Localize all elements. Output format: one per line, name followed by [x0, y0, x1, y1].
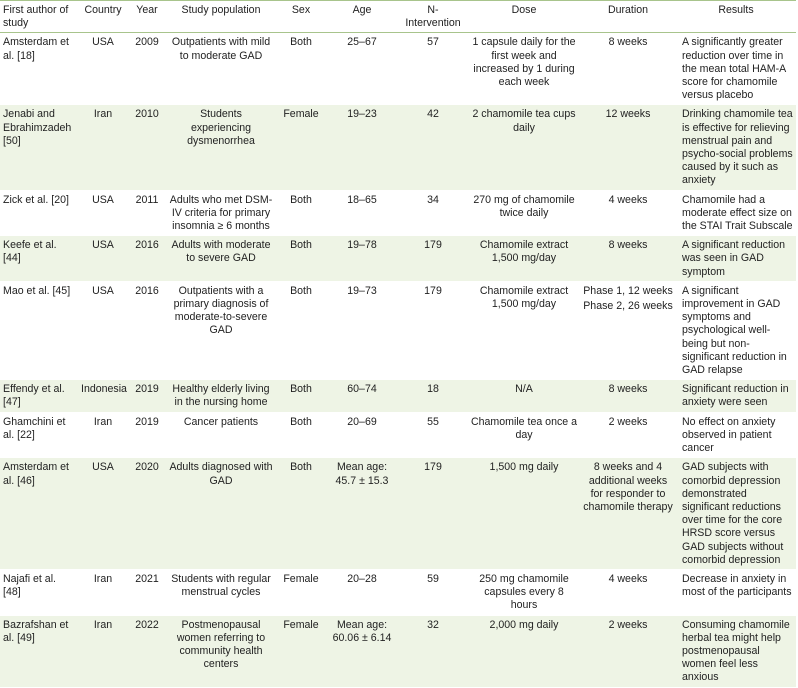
cell-results: A significantly greater reduction over time in the mean total HAM-A score for chamomile versus placebo [676, 33, 796, 105]
cell-sex: Both [276, 380, 326, 412]
cell-age: 60–74 [326, 380, 398, 412]
cell-duration [580, 281, 676, 379]
cell-dose: Chamomile tea once a day [468, 412, 580, 458]
cell-year: 2020 [128, 458, 166, 570]
duration-part: 8 weeks [608, 239, 648, 252]
header-year: Year [128, 1, 166, 33]
cell-dose: 1,500 mg daily [468, 458, 580, 570]
duration-part: 2 weeks [608, 618, 648, 631]
cell-country: USA [78, 190, 128, 236]
header-dose: Dose [468, 1, 580, 33]
cell-n: 55 [398, 412, 468, 458]
duration-part: 8 weeks and 4 additional weeks for responder to chamomile therapy [583, 461, 673, 513]
table-row [0, 33, 796, 105]
cell-population: Healthy elderly living in the nursing home [166, 380, 276, 412]
duration-part: Phase 2, 26 weeks [583, 300, 673, 313]
cell-country: Iran [78, 105, 128, 190]
cell-duration [580, 380, 676, 412]
cell-sex: Both [276, 281, 326, 379]
cell-age: 18–65 [326, 190, 398, 236]
duration-part: Phase 1, 12 weeks [583, 284, 673, 297]
cell-population: Students experiencing dysmenorrhea [166, 105, 276, 190]
cell-dose: 1 capsule daily for the first week and increased by 1 during each week [468, 33, 580, 105]
table-row [0, 190, 796, 236]
table-row [0, 236, 796, 282]
table-row [0, 380, 796, 412]
cell-country: USA [78, 458, 128, 570]
cell-country: Iran [78, 412, 128, 458]
cell-sex: Female [276, 615, 326, 687]
cell-population: Adults diagnosed with GAD [166, 458, 276, 570]
header-n: N-Intervention [398, 1, 468, 33]
header-duration: Duration [580, 1, 676, 33]
cell-age: 19–23 [326, 105, 398, 190]
cell-age: 19–73 [326, 281, 398, 379]
cell-n: 179 [398, 458, 468, 570]
cell-dose: 2,000 mg daily [468, 615, 580, 687]
cell-population: Adults with moderate to severe GAD [166, 236, 276, 282]
header-sex: Sex [276, 1, 326, 33]
cell-year: 2016 [128, 236, 166, 282]
cell-author: Najafi et al. [48] [0, 569, 78, 615]
cell-age: 20–69 [326, 412, 398, 458]
cell-results: Drinking chamomile tea is effective for relieving menstrual pain and psycho-social problems caused by it such as anxiety [676, 105, 796, 190]
cell-author: Ghamchini et al. [22] [0, 412, 78, 458]
cell-population: Postmenopausal women referring to community health centers [166, 615, 276, 687]
cell-duration [580, 190, 676, 236]
duration-part: 8 weeks [608, 36, 648, 49]
cell-dose: Chamomile extract 1,500 mg/day [468, 236, 580, 282]
cell-n: 42 [398, 105, 468, 190]
header-results: Results [676, 1, 796, 33]
cell-duration [580, 615, 676, 687]
cell-duration [580, 458, 676, 570]
cell-country: Iran [78, 615, 128, 687]
cell-country: USA [78, 281, 128, 379]
cell-dose: 250 mg chamomile capsules every 8 hours [468, 569, 580, 615]
cell-country: USA [78, 236, 128, 282]
header-population: Study population [166, 1, 276, 33]
cell-duration [580, 569, 676, 615]
cell-n: 59 [398, 569, 468, 615]
cell-sex: Female [276, 105, 326, 190]
table-row [0, 412, 796, 458]
cell-year: 2019 [128, 380, 166, 412]
cell-year: 2010 [128, 105, 166, 190]
duration-part: 2 weeks [608, 415, 648, 428]
duration-part: 8 weeks [608, 383, 648, 396]
cell-author: Amsterdam et al. [46] [0, 458, 78, 570]
cell-results: Chamomile had a moderate effect size on the STAI Trait Subscale [676, 190, 796, 236]
cell-dose: N/A [468, 380, 580, 412]
cell-dose: Chamomile extract 1,500 mg/day [468, 281, 580, 379]
cell-country: USA [78, 33, 128, 105]
table-row [0, 458, 796, 570]
header-author: First author of study [0, 1, 78, 33]
cell-age: 19–78 [326, 236, 398, 282]
cell-sex: Both [276, 190, 326, 236]
cell-age: Mean age: 45.7 ± 15.3 [326, 458, 398, 570]
cell-year: 2016 [128, 281, 166, 379]
cell-results: GAD subjects with comorbid depression demonstrated significant reductions over time for the core HRSD score versus GAD subjects without comorbid depression [676, 458, 796, 570]
cell-author: Mao et al. [45] [0, 281, 78, 379]
cell-results: A significant reduction was seen in GAD symptom [676, 236, 796, 282]
cell-n: 57 [398, 33, 468, 105]
table-row [0, 615, 796, 687]
cell-n: 18 [398, 380, 468, 412]
duration-part: 4 weeks [608, 193, 648, 206]
cell-results: Decrease in anxiety in most of the participants [676, 569, 796, 615]
cell-country: Indonesia [78, 380, 128, 412]
header-country: Country [78, 1, 128, 33]
cell-age: 20–28 [326, 569, 398, 615]
cell-age: 25–67 [326, 33, 398, 105]
table-row [0, 281, 796, 379]
cell-dose: 2 chamomile tea cups daily [468, 105, 580, 190]
cell-n: 179 [398, 281, 468, 379]
cell-year: 2009 [128, 33, 166, 105]
cell-duration [580, 33, 676, 105]
cell-duration [580, 105, 676, 190]
cell-sex: Both [276, 458, 326, 570]
cell-country: Iran [78, 569, 128, 615]
cell-sex: Both [276, 33, 326, 105]
cell-population: Adults who met DSM-IV criteria for primary insomnia ≥ 6 months [166, 190, 276, 236]
cell-year: 2021 [128, 569, 166, 615]
cell-results: Consuming chamomile herbal tea might help postmenopausal women feel less anxious [676, 615, 796, 687]
cell-author: Amsterdam et al. [18] [0, 33, 78, 105]
cell-dose: 270 mg of chamomile twice daily [468, 190, 580, 236]
cell-sex: Female [276, 569, 326, 615]
cell-author: Zick et al. [20] [0, 190, 78, 236]
table-row [0, 105, 796, 190]
header-row [0, 1, 796, 33]
cell-population: Cancer patients [166, 412, 276, 458]
duration-part: 4 weeks [608, 572, 648, 585]
cell-n: 179 [398, 236, 468, 282]
table-row [0, 569, 796, 615]
cell-duration [580, 236, 676, 282]
cell-sex: Both [276, 236, 326, 282]
cell-results: A significant improvement in GAD symptoms and psychological well-being but non-significant reduction in GAD relapse [676, 281, 796, 379]
cell-population: Outpatients with a primary diagnosis of moderate-to-severe GAD [166, 281, 276, 379]
cell-author: Bazrafshan et al. [49] [0, 615, 78, 687]
cell-author: Jenabi and Ebrahimzadeh [50] [0, 105, 78, 190]
cell-author: Effendy et al. [47] [0, 380, 78, 412]
cell-results: Significant reduction in anxiety were seen [676, 380, 796, 412]
table-body [0, 33, 796, 687]
cell-n: 34 [398, 190, 468, 236]
header-age: Age [326, 1, 398, 33]
duration-part: 12 weeks [605, 108, 651, 121]
cell-age: Mean age: 60.06 ± 6.14 [326, 615, 398, 687]
cell-population: Students with regular menstrual cycles [166, 569, 276, 615]
cell-sex: Both [276, 412, 326, 458]
cell-population: Outpatients with mild to moderate GAD [166, 33, 276, 105]
cell-results: No effect on anxiety observed in patient cancer [676, 412, 796, 458]
cell-year: 2022 [128, 615, 166, 687]
cell-duration [580, 412, 676, 458]
cell-year: 2019 [128, 412, 166, 458]
cell-author: Keefe et al. [44] [0, 236, 78, 282]
cell-year: 2011 [128, 190, 166, 236]
cell-n: 32 [398, 615, 468, 687]
